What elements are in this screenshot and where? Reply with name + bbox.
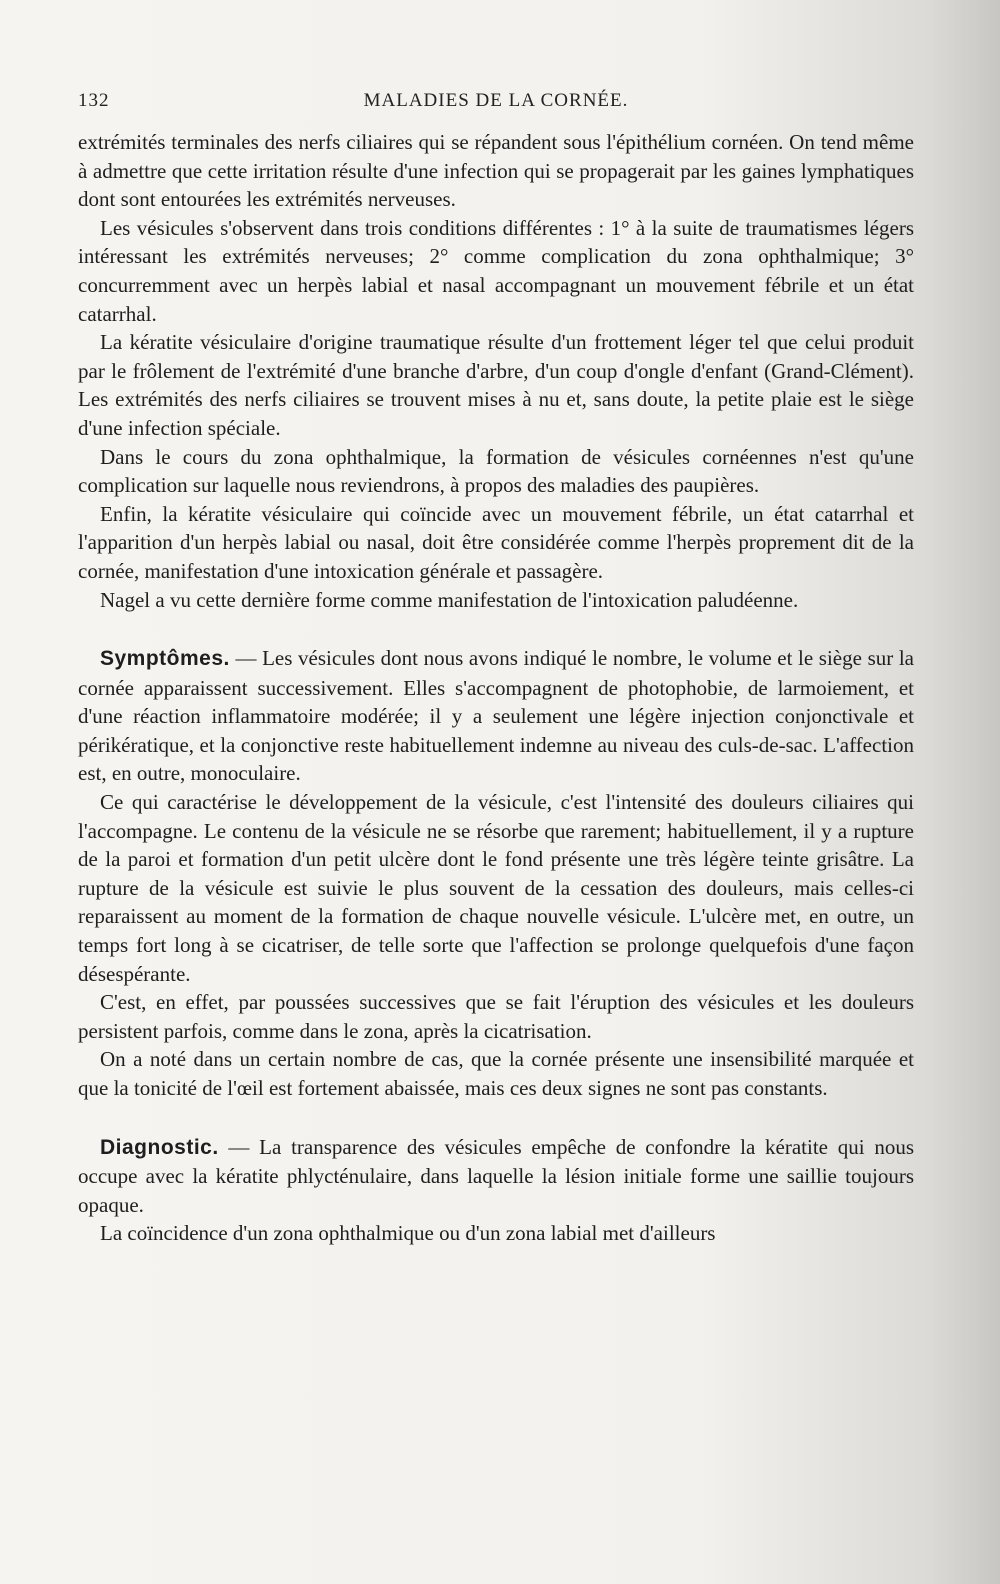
paragraph: Ce qui caractérise le développement de la vésicule, c'est l'intensité des douleurs ciliaires qui l'accompagne. Le contenu de la vésicule ne se résorbe que rarement; habituellement, il y a rupture de la paroi et formation d'un petit ulcère dont le fond présente une très légère teinte grisâtre. La rupture de la vésicule est suivie le plus souvent de la cessation des douleurs, mais celles-ci reparaissent au moment de la formation de chaque nouvelle vésicule. L'ulcère met, en outre, un temps fort long à se cicatriser, de telle sorte que l'affection se prolonge quelquefois d'une façon désespérante. (78, 790, 914, 986)
paragraph: La kératite vésiculaire d'origine traumatique résulte d'un frottement léger tel que celui produit par le frôlement de l'extrémité d'une branche d'arbre, d'un coup d'ongle d'enfant (Grand-Clément). Les extrémités des nerfs ciliaires se trouvent mises à nu et, sans doute, la petite plaie est le siège d'une infection spéciale. (78, 330, 914, 440)
paragraph: Dans le cours du zona ophthalmique, la formation de vésicules cornéennes n'est qu'une complication sur laquelle nous reviendrons, à propos des maladies des paupières. (78, 444, 914, 498)
section-heading-symptomes: Symptômes. (100, 647, 230, 671)
page-number: 132 (78, 90, 110, 111)
section-heading-diagnostic: Diagnostic. (100, 1135, 219, 1159)
body-text (78, 128, 914, 1248)
paragraph-text: — La transparence des vésicules empêche de confondre la kératite qui nous occupe avec la kératite phlycténulaire, dans laquelle la lésion initiale forme une saillie toujours opaque. (78, 1134, 914, 1217)
paragraph: extrémités terminales des nerfs ciliaires qui se répandent sous l'épithélium cornéen. On tend même à admettre que cette irritation résulte d'une infection qui se propagerait par les gaines lymphatiques dont sont entourées les extrémités nerveuses. (78, 130, 914, 212)
paragraph: On a noté dans un certain nombre de cas, que la cornée présente une insensibilité marquée et que la tonicité de l'œil est fortement abaissée, mais ces deux signes ne sont pas constants. (78, 1047, 914, 1100)
paragraph-diagnostic (78, 1133, 914, 1220)
running-head (78, 90, 914, 120)
page-title: MALADIES DE LA CORNÉE. (363, 90, 629, 111)
paragraph: Nagel a vu cette dernière forme comme manifestation de l'intoxication paludéenne. (100, 587, 799, 612)
paragraph-text: — Les vésicules dont nous avons indiqué le nombre, le volume et le siège sur la cornée apparaissent successivement. Elles s'accompagnent de photophobie, de larmoiement, et d'une réaction inflammatoire modérée; il y a seulement une légère injection conjonctivale et périkératique, et la conjonctive reste habituellement indemne au niveau des culs-de-sac. L'affection est, en outre, monoculaire. (78, 646, 914, 786)
paragraph-symptomes (78, 644, 914, 788)
paragraph: La coïncidence d'un zona ophthalmique ou d'un zona labial met d'ailleurs (100, 1221, 716, 1246)
paragraph: C'est, en effet, par poussées successives que se fait l'éruption des vésicules et les douleurs persistent parfois, comme dans le zona, après la cicatrisation. (78, 990, 914, 1043)
paragraph: Les vésicules s'observent dans trois conditions différentes : 1° à la suite de traumatismes légers intéressant les extrémités nerveuses; 2° comme complication du zona ophthalmique; 3° concurremment avec un herpès labial et nasal accompagnant un mouvement fébrile et un état catarrhal. (78, 215, 914, 326)
paragraph: Enfin, la kératite vésiculaire qui coïncide avec un mouvement fébrile, un état catarrhal et l'apparition d'un herpès labial ou nasal, doit être considérée comme l'herpès proprement dit de la cornée, manifestation d'une intoxication générale et passagère. (78, 501, 914, 583)
